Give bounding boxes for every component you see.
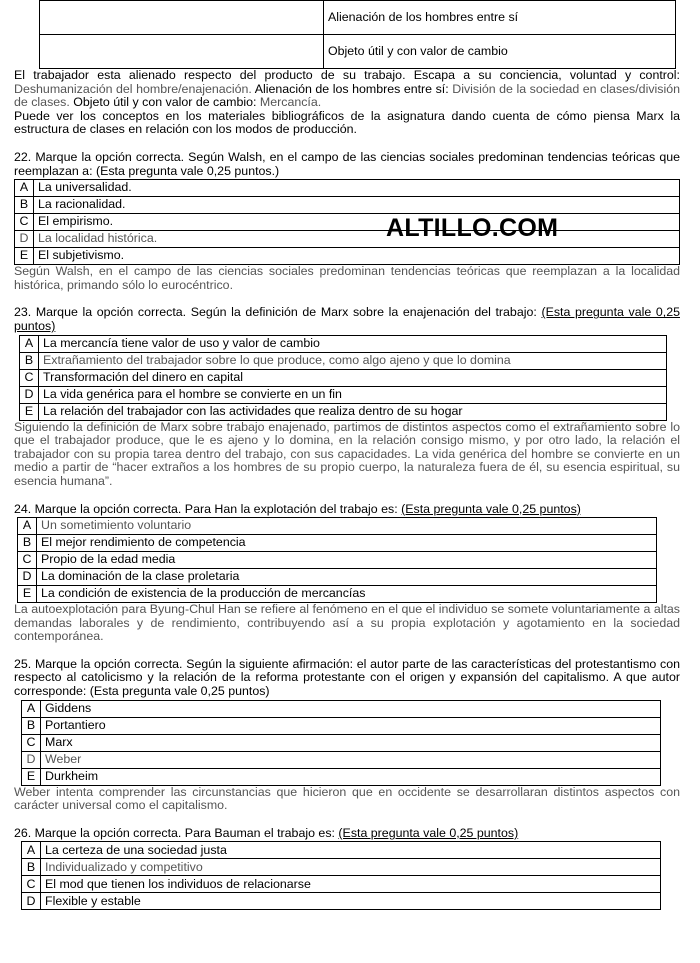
options-table <box>21 700 661 786</box>
intro-text: Objeto útil y con valor de cambio: <box>73 95 257 110</box>
option-text: El mejor rendimiento de competencia <box>37 535 657 552</box>
intro-text: Mercancía. <box>259 95 322 110</box>
option-row[interactable] <box>20 403 667 420</box>
option-text: La relación del trabajador con las actividades que realiza dentro de su hogar <box>39 403 667 420</box>
explanation-text: La autoexplotación para Byung-Chul Han se refiere al fenómeno en el que el individuo se somete voluntariamente a altas demandas laborales y de rendimiento, contribuyendo así a su propia explotación y agotamiento en la sociedad contemporánea. <box>14 602 680 644</box>
option-row[interactable] <box>22 876 661 893</box>
option-text: La certeza de una sociedad justa <box>41 842 661 859</box>
option-text: La racionalidad. <box>34 197 680 214</box>
option-letter: A <box>18 518 37 535</box>
option-letter: C <box>15 214 34 231</box>
concept-table <box>39 0 676 69</box>
question-text <box>14 827 680 841</box>
option-letter: D <box>18 569 37 586</box>
question-23 <box>14 306 680 488</box>
option-letter: E <box>22 768 41 785</box>
table-cell: Alienación de los hombres entre sí <box>324 1 676 35</box>
option-row[interactable] <box>22 842 661 859</box>
option-row[interactable] <box>15 231 680 248</box>
option-text: La universalidad. <box>34 180 680 197</box>
option-letter: A <box>22 842 41 859</box>
option-text: Un sometimiento voluntario <box>37 518 657 535</box>
intro-text: Deshumanización del hombre/enajenación. <box>14 81 252 96</box>
question-text: 25. Marque la opción correcta. Según la siguiente afirmación: el autor parte de las características del protestantismo con respecto al catolicismo y la relación de la reforma protestante con el origen y expansión del capitalismo. A que autor corresponde: (Esta pregunta vale 0,25 puntos) <box>14 656 680 699</box>
table-cell: Objeto útil y con valor de cambio <box>324 35 676 69</box>
option-text: El empirismo. <box>34 214 680 231</box>
question-text <box>14 306 680 333</box>
question-25 <box>14 658 680 813</box>
option-text: La condición de existencia de la producción de mercancías <box>37 586 657 603</box>
intro-paragraph-2: Puede ver los conceptos en los materiales bibliográficos de la asignatura dando cuenta de cómo piensa Marx la estructura de clases en relación con los modos de producción. <box>14 108 680 137</box>
option-row[interactable] <box>18 552 657 569</box>
option-row[interactable] <box>15 180 680 197</box>
option-letter: B <box>22 717 41 734</box>
explanation-text: Weber intenta comprender las circunstancias que hicieron que en occidente se desarrollaran distintos aspectos con carácter universal como el capitalismo. <box>14 784 680 813</box>
option-letter: D <box>22 751 41 768</box>
question-text-main: 24. Marque la opción correcta. Para Han la explotación del trabajo es: <box>14 501 398 516</box>
option-letter: E <box>18 586 37 603</box>
option-letter: C <box>18 552 37 569</box>
option-letter: B <box>18 535 37 552</box>
option-text: Weber <box>41 751 661 768</box>
option-letter: E <box>20 403 39 420</box>
option-text: Flexible y estable <box>41 893 661 910</box>
option-text: Portantiero <box>41 717 661 734</box>
option-row[interactable] <box>15 214 680 231</box>
option-text: Giddens <box>41 700 661 717</box>
option-letter: B <box>15 197 34 214</box>
option-text: Durkheim <box>41 768 661 785</box>
option-letter: C <box>22 876 41 893</box>
option-letter: E <box>15 248 34 265</box>
option-text: La mercancía tiene valor de uso y valor de cambio <box>39 335 667 352</box>
option-row[interactable] <box>20 352 667 369</box>
intro-text: El trabajador esta alienado respecto del producto de su trabajo. Escapa a su conciencia, voluntad y control: <box>14 68 680 82</box>
option-row[interactable] <box>20 335 667 352</box>
option-row[interactable] <box>15 197 680 214</box>
table-row <box>40 1 676 35</box>
option-row[interactable] <box>22 751 661 768</box>
option-row[interactable] <box>18 518 657 535</box>
table-cell <box>40 1 324 35</box>
option-letter: B <box>20 352 39 369</box>
watermark-logo: ALTILLO.COM <box>386 214 559 242</box>
option-letter: D <box>22 893 41 910</box>
option-letter: D <box>20 386 39 403</box>
option-letter: C <box>22 734 41 751</box>
option-text: La localidad histórica. <box>34 231 680 248</box>
question-text-main: 26. Marque la opción correcta. Para Bauman el trabajo es: <box>14 825 335 840</box>
question-24 <box>14 503 680 644</box>
question-22 <box>14 151 680 292</box>
option-text: El mod que tienen los individuos de relacionarse <box>41 876 661 893</box>
option-row[interactable] <box>22 717 661 734</box>
option-text: La vida genérica para el hombre se convierte en un fin <box>39 386 667 403</box>
option-row[interactable] <box>20 369 667 386</box>
option-text: La dominación de la clase proletaria <box>37 569 657 586</box>
options-table <box>19 335 667 421</box>
option-row[interactable] <box>22 893 661 910</box>
intro-paragraph <box>14 69 680 110</box>
option-row[interactable] <box>22 768 661 785</box>
option-text: Propio de la edad media <box>37 552 657 569</box>
option-text: El subjetivismo. <box>34 248 680 265</box>
option-row[interactable] <box>18 586 657 603</box>
intro-text: Alienación de los hombres entre sí: <box>254 81 449 96</box>
options-table <box>17 517 657 603</box>
option-row[interactable] <box>15 248 680 265</box>
option-letter: A <box>20 335 39 352</box>
question-text-main: 23. Marque la opción correcta. Según la definición de Marx sobre la enajenación del trabajo: <box>14 305 537 320</box>
question-points: (Esta pregunta vale 0,25 puntos) <box>14 305 680 333</box>
option-row[interactable] <box>22 859 661 876</box>
option-row[interactable] <box>20 386 667 403</box>
option-row[interactable] <box>18 535 657 552</box>
option-letter: A <box>22 700 41 717</box>
question-points: (Esta pregunta vale 0,25 puntos) <box>338 825 519 840</box>
option-text: Marx <box>41 734 661 751</box>
option-text: Individualizado y competitivo <box>41 859 661 876</box>
options-table <box>21 841 661 910</box>
option-row[interactable] <box>18 569 657 586</box>
option-text: Extrañamiento del trabajador sobre lo que produce, como algo ajeno y que lo domina <box>39 352 667 369</box>
explanation-text: Según Walsh, en el campo de las ciencias sociales predominan tendencias teóricas que reemplazan a la localidad histórica, primando sólo lo eurocéntrico. <box>14 264 680 292</box>
option-letter: B <box>22 859 41 876</box>
intro-text: División de la sociedad en clases/división de clases. <box>14 81 680 110</box>
option-text: Transformación del dinero en capital <box>39 369 667 386</box>
table-cell <box>40 35 324 69</box>
question-text <box>14 503 680 517</box>
option-letter: D <box>15 231 34 248</box>
explanation-text: Siguiendo la definición de Marx sobre trabajo enajenado, partimos de distintos aspectos como el extrañamiento sobre lo que el trabajador produce, que le es ajeno y lo domina, en la relación consigo mismo, y por otro lado, la relación el trabajador con su propia tarea dentro del trabajo, con sus capacidades. La vida genérica del hombre se convierte en un medio a partir de “hacer extraños a los hombres de su propio cuerpo, la naturaleza fuera de él, su esencia espiritual, su esencia humana”. <box>14 419 680 488</box>
options-table <box>14 179 680 265</box>
question-26 <box>14 827 680 911</box>
option-row[interactable] <box>22 700 661 717</box>
question-text: 22. Marque la opción correcta. Según Walsh, en el campo de las ciencias sociales predominan tendencias teóricas que reemplazan a: (Esta pregunta vale 0,25 puntos.) <box>14 149 680 178</box>
option-row[interactable] <box>22 734 661 751</box>
table-row <box>40 35 676 69</box>
question-points: (Esta pregunta vale 0,25 puntos) <box>401 501 581 516</box>
option-letter: A <box>15 180 34 197</box>
option-letter: C <box>20 369 39 386</box>
document-page <box>14 0 680 910</box>
